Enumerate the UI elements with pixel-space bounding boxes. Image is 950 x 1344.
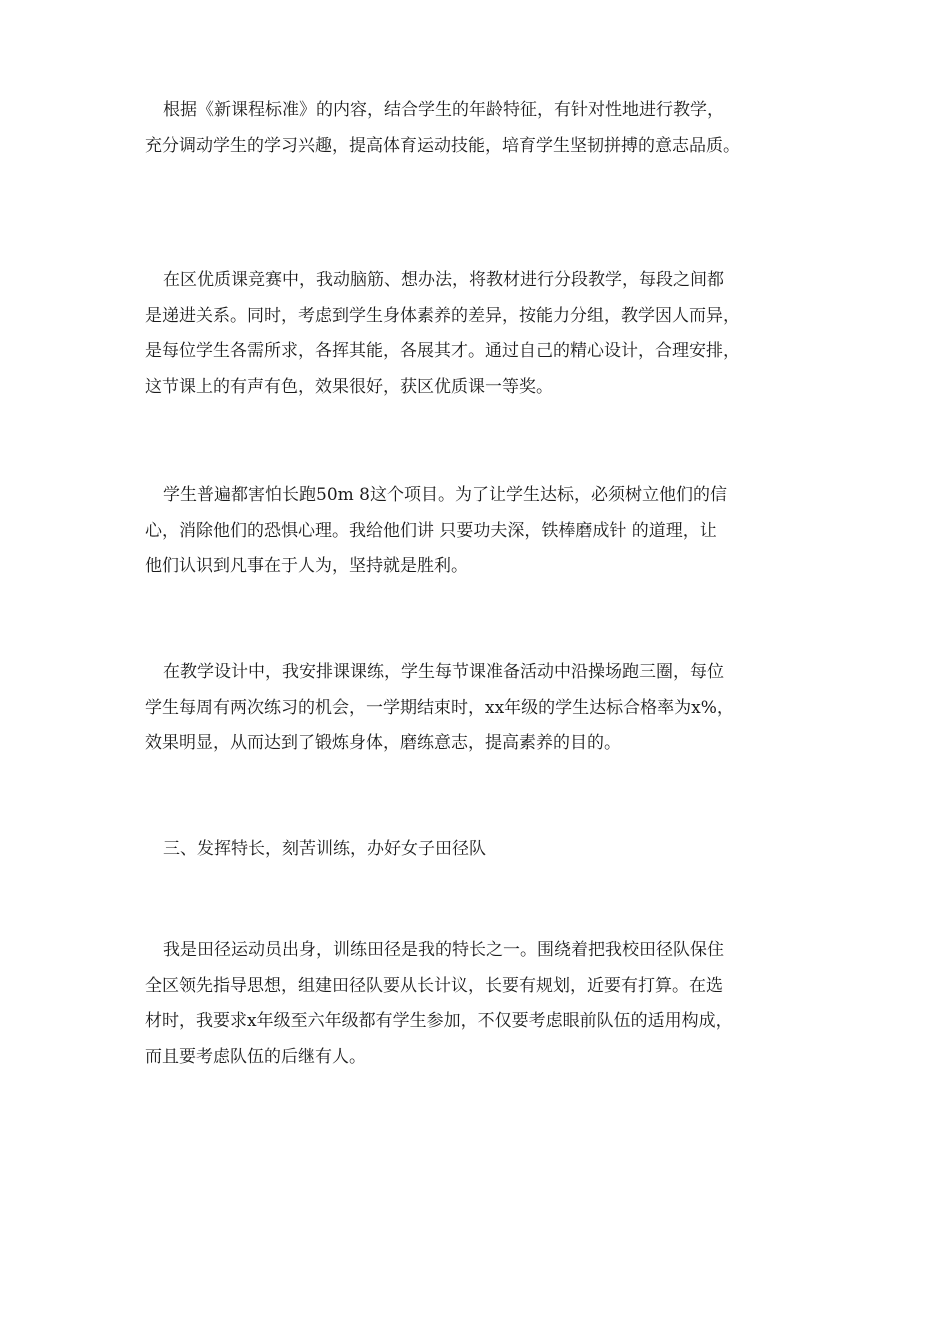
paragraph-line: 材时，我要求x年级至六年级都有学生参加，不仅要考虑眼前队伍的适用构成， bbox=[145, 1011, 733, 1031]
paragraph-line: 学生普遍都害怕长跑50m 8这个项目。为了让学生达标，必须树立他们的信 bbox=[163, 485, 727, 505]
paragraph-line: 学生每周有两次练习的机会，一学期结束时，xx年级的学生达标合格率为x%， bbox=[145, 697, 734, 718]
paragraph-line: 他们认识到凡事在于人为，坚持就是胜利。 bbox=[145, 556, 468, 576]
paragraph-line: 根据《新课程标准》的内容，结合学生的年龄特征，有针对性地进行教学， bbox=[163, 100, 724, 120]
paragraph-line: 在教学设计中，我安排课课练，学生每节课准备活动中沿操场跑三圈，每位 bbox=[163, 662, 724, 682]
paragraph-line: 我是田径运动员出身，训练田径是我的特长之一。围绕着把我校田径队保住 bbox=[163, 940, 724, 960]
paragraph-5 bbox=[145, 933, 810, 1075]
paragraph-2 bbox=[145, 263, 810, 405]
paragraph-line: 效果明显，从而达到了锻炼身体，磨练意志，提高素养的目的。 bbox=[145, 733, 621, 753]
paragraph-line: 全区领先指导思想，组建田径队要从长计议，长要有规划，近要有打算。在选 bbox=[145, 975, 723, 996]
paragraph-line: 是每位学生各需所求，各挥其能，各展其才。通过自己的精心设计，合理安排， bbox=[145, 341, 740, 361]
section-heading bbox=[145, 832, 810, 868]
paragraph-line: 充分调动学生的学习兴趣，提高体育运动技能，培育学生坚韧拼搏的意志品质。 bbox=[145, 135, 740, 156]
paragraph-line: 这节课上的有声有色，效果很好，获区优质课一等奖。 bbox=[145, 376, 553, 397]
paragraph-line: 是递进关系。同时，考虑到学生身体素养的差异，按能力分组，教学因人而异， bbox=[145, 305, 740, 326]
paragraph-line: 而且要考虑队伍的后继有人。 bbox=[145, 1046, 366, 1067]
paragraph-3 bbox=[145, 478, 810, 585]
paragraph-line: 在区优质课竞赛中，我动脑筋、想办法，将教材进行分段教学，每段之间都 bbox=[163, 270, 724, 290]
paragraph-line: 心，消除他们的恐惧心理。我给他们讲 只要功夫深，铁棒磨成针 的道理，让 bbox=[145, 520, 717, 541]
paragraph-4 bbox=[145, 655, 810, 762]
paragraph-1 bbox=[145, 93, 810, 164]
section-heading-text: 三、发挥特长，刻苦训练，办好女子田径队 bbox=[163, 839, 486, 859]
